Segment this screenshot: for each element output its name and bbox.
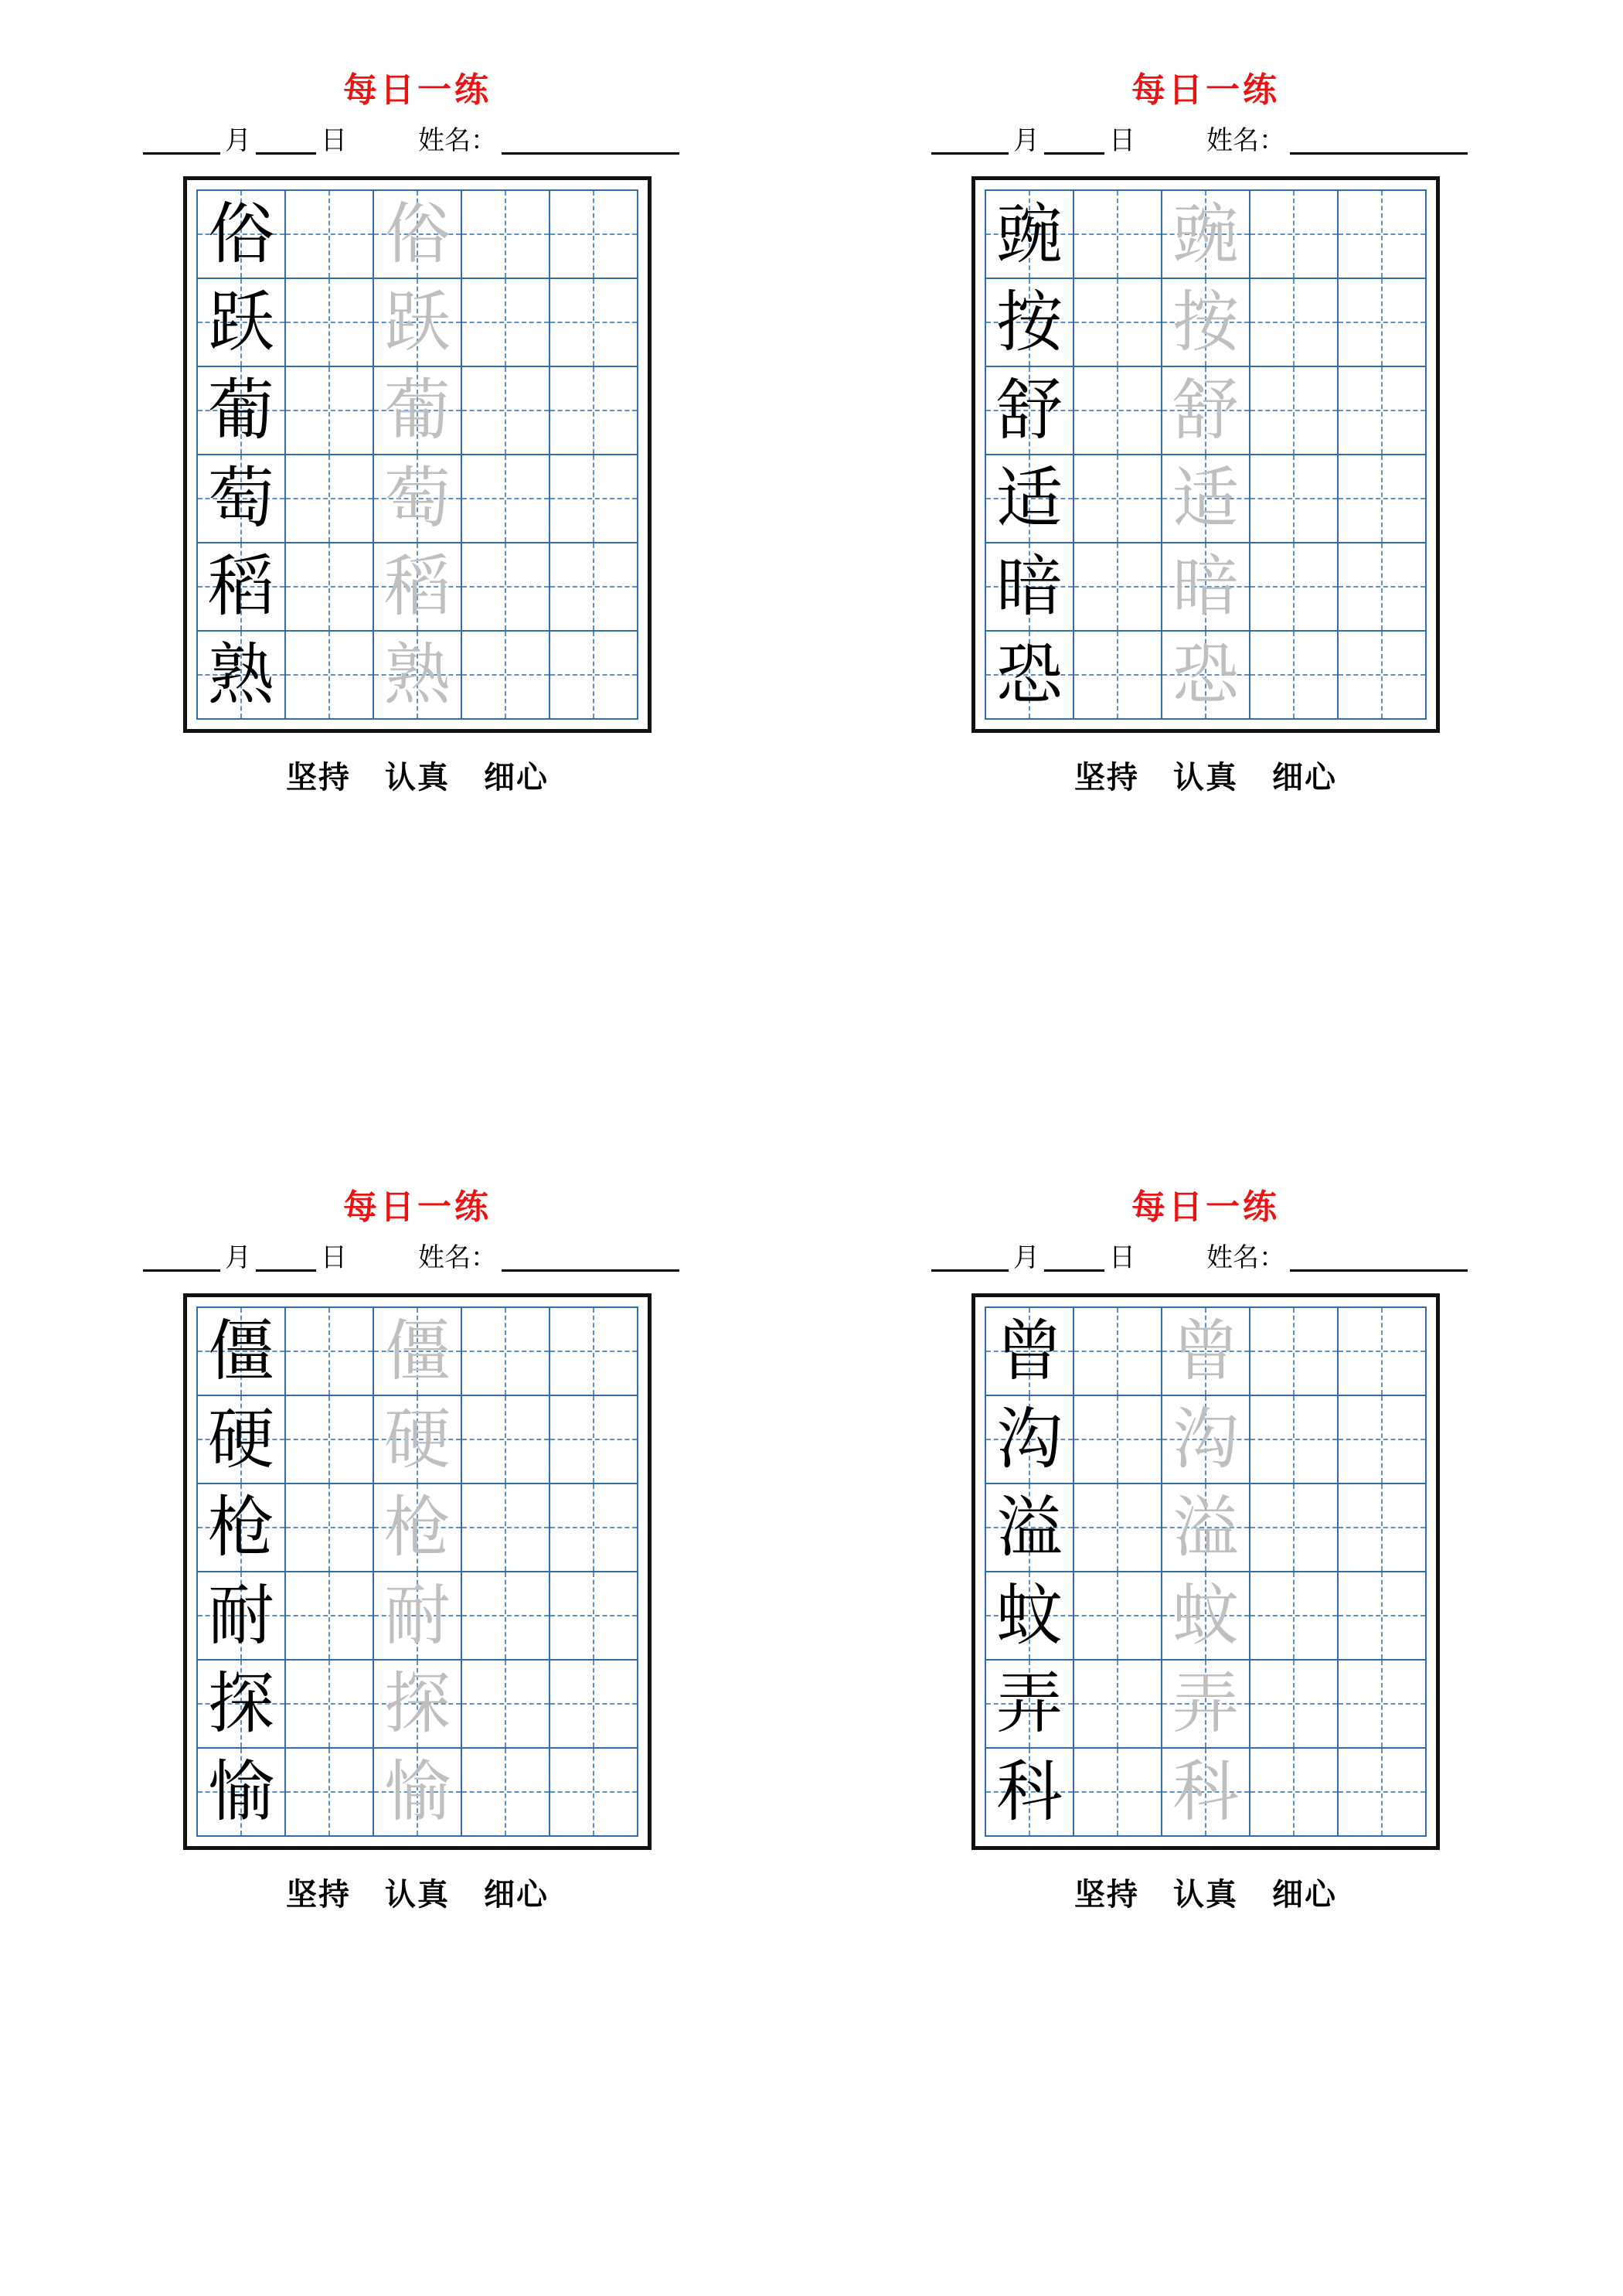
character-solid: 按: [996, 285, 1063, 359]
grid-cell[interactable]: [1339, 632, 1427, 720]
practice-sheet: [812, 1148, 1600, 2265]
grid-cell[interactable]: [1250, 1396, 1339, 1484]
grid-cell[interactable]: [1250, 1749, 1339, 1837]
character-solid: 蚊: [996, 1579, 1063, 1653]
grid-cell[interactable]: [462, 1572, 550, 1661]
grid-cell[interactable]: [462, 455, 550, 543]
grid-cell[interactable]: [374, 455, 462, 543]
grid-cell[interactable]: [550, 543, 638, 632]
character-solid: 稻: [208, 550, 274, 624]
grid-cell[interactable]: [986, 543, 1074, 632]
footer-motto: [1074, 1870, 1337, 1914]
month-label: 月: [225, 127, 251, 155]
character-trace: 弄: [1172, 1667, 1239, 1741]
grid-cell[interactable]: [462, 1661, 550, 1749]
character-solid: 熟: [208, 638, 274, 712]
grid-cell[interactable]: [986, 1749, 1074, 1837]
grid-cell[interactable]: [1162, 1572, 1250, 1661]
name-label: 姓名：: [418, 127, 497, 155]
grid-cell[interactable]: [550, 1572, 638, 1661]
motto-word: 坚持: [1074, 1877, 1139, 1912]
grid-cell[interactable]: [286, 279, 374, 367]
grid-cell[interactable]: [1250, 279, 1339, 367]
grid-cell[interactable]: [462, 367, 550, 455]
name-input-line[interactable]: [502, 1246, 679, 1272]
grid-cell[interactable]: [1074, 1396, 1162, 1484]
grid-cell[interactable]: [986, 1661, 1074, 1749]
footer-motto: [286, 753, 549, 797]
character-solid: 愉: [208, 1755, 274, 1829]
grid-cell[interactable]: [462, 1308, 550, 1396]
grid-cell[interactable]: [550, 455, 638, 543]
grid-cell[interactable]: [462, 1484, 550, 1572]
character-solid: 跃: [208, 285, 274, 359]
character-trace: 俗: [384, 197, 451, 271]
grid-cell[interactable]: [1250, 455, 1339, 543]
grid-cell[interactable]: [374, 1749, 462, 1837]
grid-cell[interactable]: [1162, 455, 1250, 543]
grid-cell[interactable]: [1162, 543, 1250, 632]
character-trace: 溢: [1172, 1490, 1239, 1565]
grid-cell[interactable]: [286, 1661, 374, 1749]
grid-cell[interactable]: [462, 1396, 550, 1484]
grid-cell[interactable]: [1339, 455, 1427, 543]
motto-word: 坚持: [286, 1877, 351, 1912]
grid-cell[interactable]: [286, 367, 374, 455]
grid-cell[interactable]: [1339, 1484, 1427, 1572]
grid-cell[interactable]: [1162, 1661, 1250, 1749]
grid-cell[interactable]: [1162, 1396, 1250, 1484]
character-solid: 弄: [996, 1667, 1063, 1741]
grid-cell[interactable]: [986, 1484, 1074, 1572]
grid-cell[interactable]: [286, 543, 374, 632]
month-label: 月: [1013, 1244, 1039, 1272]
character-trace: 探: [384, 1667, 451, 1741]
practice-sheet: [23, 1148, 812, 2265]
grid-cell[interactable]: [1162, 279, 1250, 367]
character-solid: 葡: [208, 373, 274, 448]
grid-cell[interactable]: [374, 191, 462, 279]
day-label: 日: [1109, 127, 1135, 155]
character-trace: 舒: [1172, 373, 1239, 448]
grid-cell[interactable]: [374, 1396, 462, 1484]
character-grid-frame: [183, 1293, 652, 1850]
practice-sheet: [812, 31, 1600, 1148]
character-trace: 豌: [1172, 197, 1239, 271]
day-label: 日: [1109, 1244, 1135, 1272]
name-label: 姓名：: [1206, 127, 1285, 155]
grid-cell[interactable]: [1074, 1661, 1162, 1749]
meta-row: [120, 1245, 715, 1272]
character-trace: 稻: [384, 550, 451, 624]
grid-cell[interactable]: [1074, 543, 1162, 632]
character-trace: 葡: [384, 373, 451, 448]
grid-cell[interactable]: [1250, 1308, 1339, 1396]
grid-cell[interactable]: [198, 1484, 286, 1572]
practice-sheet: [23, 31, 812, 1148]
grid-cell[interactable]: [462, 632, 550, 720]
grid-cell[interactable]: [550, 1484, 638, 1572]
character-solid: 探: [208, 1667, 274, 1741]
character-trace: 跃: [384, 285, 451, 359]
month-input-line[interactable]: [143, 129, 220, 155]
grid-cell[interactable]: [1250, 1661, 1339, 1749]
meta-row: [908, 1245, 1503, 1272]
name-input-line[interactable]: [502, 129, 679, 155]
character-solid: 暗: [996, 550, 1063, 624]
grid-cell[interactable]: [1339, 279, 1427, 367]
name-input-line[interactable]: [1290, 1246, 1468, 1272]
grid-cell[interactable]: [1162, 632, 1250, 720]
grid-cell[interactable]: [1074, 1749, 1162, 1837]
name-label: 姓名：: [1206, 1244, 1285, 1272]
grid-cell[interactable]: [198, 1749, 286, 1837]
grid-cell[interactable]: [198, 543, 286, 632]
grid-cell[interactable]: [286, 1572, 374, 1661]
motto-word: 细心: [1272, 760, 1337, 795]
grid-cell[interactable]: [198, 191, 286, 279]
character-solid: 溢: [996, 1490, 1063, 1565]
motto-word: 认真: [385, 1877, 450, 1912]
motto-word: 认真: [1173, 1877, 1238, 1912]
grid-cell[interactable]: [198, 1572, 286, 1661]
character-solid: 僵: [208, 1314, 274, 1388]
character-solid: 耐: [208, 1579, 274, 1653]
grid-cell[interactable]: [286, 632, 374, 720]
grid-cell[interactable]: [1162, 1484, 1250, 1572]
grid-cell[interactable]: [1339, 1661, 1427, 1749]
character-solid: 萄: [208, 462, 274, 536]
grid-cell[interactable]: [462, 1749, 550, 1837]
grid-cell[interactable]: [1339, 1572, 1427, 1661]
grid-cell[interactable]: [550, 1749, 638, 1837]
meta-row: [908, 128, 1503, 155]
day-input-line[interactable]: [256, 1246, 316, 1272]
grid-cell[interactable]: [1339, 543, 1427, 632]
character-trace: 暗: [1172, 550, 1239, 624]
grid-cell[interactable]: [286, 1484, 374, 1572]
grid-cell[interactable]: [986, 279, 1074, 367]
character-trace: 硬: [384, 1402, 451, 1477]
page-title: 每日一练: [343, 71, 492, 109]
character-trace: 蚊: [1172, 1579, 1239, 1653]
character-trace: 僵: [384, 1314, 451, 1388]
grid-cell[interactable]: [374, 1484, 462, 1572]
character-solid: 恐: [996, 638, 1063, 712]
grid-cell[interactable]: [986, 632, 1074, 720]
character-trace: 按: [1172, 285, 1239, 359]
month-input-line[interactable]: [931, 129, 1009, 155]
grid-cell[interactable]: [462, 543, 550, 632]
character-grid: [985, 1306, 1427, 1837]
grid-cell[interactable]: [986, 455, 1074, 543]
grid-cell[interactable]: [1339, 1308, 1427, 1396]
character-trace: 耐: [384, 1579, 451, 1653]
character-solid: 舒: [996, 373, 1063, 448]
grid-cell[interactable]: [374, 1572, 462, 1661]
day-input-line[interactable]: [1044, 1246, 1104, 1272]
character-grid: [196, 189, 638, 720]
day-input-line[interactable]: [1044, 129, 1104, 155]
character-trace: 枪: [384, 1490, 451, 1565]
motto-word: 认真: [1173, 760, 1238, 795]
grid-cell[interactable]: [550, 1308, 638, 1396]
character-solid: 适: [996, 462, 1063, 536]
grid-cell[interactable]: [550, 632, 638, 720]
character-solid: 硬: [208, 1402, 274, 1477]
grid-cell[interactable]: [986, 367, 1074, 455]
grid-cell[interactable]: [1074, 367, 1162, 455]
grid-cell[interactable]: [550, 1661, 638, 1749]
grid-cell[interactable]: [198, 455, 286, 543]
character-solid: 豌: [996, 197, 1063, 271]
footer-motto: [286, 1870, 549, 1914]
motto-word: 细心: [484, 1877, 549, 1912]
month-input-line[interactable]: [931, 1246, 1009, 1272]
grid-cell[interactable]: [1074, 1572, 1162, 1661]
grid-cell[interactable]: [550, 367, 638, 455]
grid-cell[interactable]: [462, 279, 550, 367]
month-input-line[interactable]: [143, 1246, 220, 1272]
day-input-line[interactable]: [256, 129, 316, 155]
grid-cell[interactable]: [1162, 367, 1250, 455]
grid-cell[interactable]: [198, 367, 286, 455]
grid-cell[interactable]: [374, 367, 462, 455]
motto-word: 坚持: [286, 760, 351, 795]
grid-cell[interactable]: [1339, 1396, 1427, 1484]
character-trace: 曾: [1172, 1314, 1239, 1388]
name-label: 姓名：: [418, 1244, 497, 1272]
page-title: 每日一练: [1131, 71, 1280, 109]
grid-cell[interactable]: [374, 632, 462, 720]
grid-cell[interactable]: [986, 1572, 1074, 1661]
character-solid: 科: [996, 1755, 1063, 1829]
character-solid: 俗: [208, 197, 274, 271]
grid-cell[interactable]: [1250, 1572, 1339, 1661]
grid-cell[interactable]: [986, 191, 1074, 279]
month-label: 月: [1013, 127, 1039, 155]
grid-cell[interactable]: [1074, 191, 1162, 279]
grid-cell[interactable]: [1250, 367, 1339, 455]
character-trace: 科: [1172, 1755, 1239, 1829]
character-solid: 曾: [996, 1314, 1063, 1388]
page-title: 每日一练: [343, 1188, 492, 1226]
footer-motto: [1074, 753, 1337, 797]
month-label: 月: [225, 1244, 251, 1272]
character-grid-frame: [971, 176, 1440, 733]
character-solid: 枪: [208, 1490, 274, 1565]
character-trace: 沟: [1172, 1402, 1239, 1477]
grid-cell[interactable]: [374, 1308, 462, 1396]
character-trace: 适: [1172, 462, 1239, 536]
character-grid-frame: [971, 1293, 1440, 1850]
grid-cell[interactable]: [374, 279, 462, 367]
name-input-line[interactable]: [1290, 129, 1468, 155]
motto-word: 认真: [385, 760, 450, 795]
day-label: 日: [321, 1244, 347, 1272]
grid-cell[interactable]: [1250, 632, 1339, 720]
grid-cell[interactable]: [1074, 279, 1162, 367]
motto-word: 坚持: [1074, 760, 1139, 795]
page-title: 每日一练: [1131, 1188, 1280, 1226]
character-trace: 愉: [384, 1755, 451, 1829]
grid-cell[interactable]: [198, 1396, 286, 1484]
character-trace: 熟: [384, 638, 451, 712]
character-grid: [985, 189, 1427, 720]
grid-cell[interactable]: [374, 543, 462, 632]
grid-cell[interactable]: [1162, 191, 1250, 279]
grid-cell[interactable]: [1074, 455, 1162, 543]
grid-cell[interactable]: [986, 1308, 1074, 1396]
grid-cell[interactable]: [550, 191, 638, 279]
grid-cell[interactable]: [286, 191, 374, 279]
grid-cell[interactable]: [462, 191, 550, 279]
grid-cell[interactable]: [550, 1396, 638, 1484]
grid-cell[interactable]: [198, 632, 286, 720]
grid-cell[interactable]: [198, 279, 286, 367]
character-grid: [196, 1306, 638, 1837]
grid-cell[interactable]: [286, 1749, 374, 1837]
grid-cell[interactable]: [1250, 191, 1339, 279]
character-grid-frame: [183, 176, 652, 733]
grid-cell[interactable]: [286, 1396, 374, 1484]
character-trace: 恐: [1172, 638, 1239, 712]
grid-cell[interactable]: [1074, 1484, 1162, 1572]
grid-cell[interactable]: [550, 279, 638, 367]
grid-cell[interactable]: [1162, 1749, 1250, 1837]
grid-cell[interactable]: [1250, 543, 1339, 632]
grid-cell[interactable]: [1339, 191, 1427, 279]
grid-cell[interactable]: [986, 1396, 1074, 1484]
grid-cell[interactable]: [286, 1308, 374, 1396]
character-trace: 萄: [384, 462, 451, 536]
grid-cell[interactable]: [1162, 1308, 1250, 1396]
meta-row: [120, 128, 715, 155]
grid-cell[interactable]: [1339, 367, 1427, 455]
grid-cell[interactable]: [1074, 1308, 1162, 1396]
grid-cell[interactable]: [198, 1308, 286, 1396]
day-label: 日: [321, 127, 347, 155]
grid-cell[interactable]: [198, 1661, 286, 1749]
grid-cell[interactable]: [1339, 1749, 1427, 1837]
grid-cell[interactable]: [1074, 632, 1162, 720]
grid-cell[interactable]: [374, 1661, 462, 1749]
motto-word: 细心: [1272, 1877, 1337, 1912]
character-solid: 沟: [996, 1402, 1063, 1477]
grid-cell[interactable]: [286, 455, 374, 543]
grid-cell[interactable]: [1250, 1484, 1339, 1572]
motto-word: 细心: [484, 760, 549, 795]
